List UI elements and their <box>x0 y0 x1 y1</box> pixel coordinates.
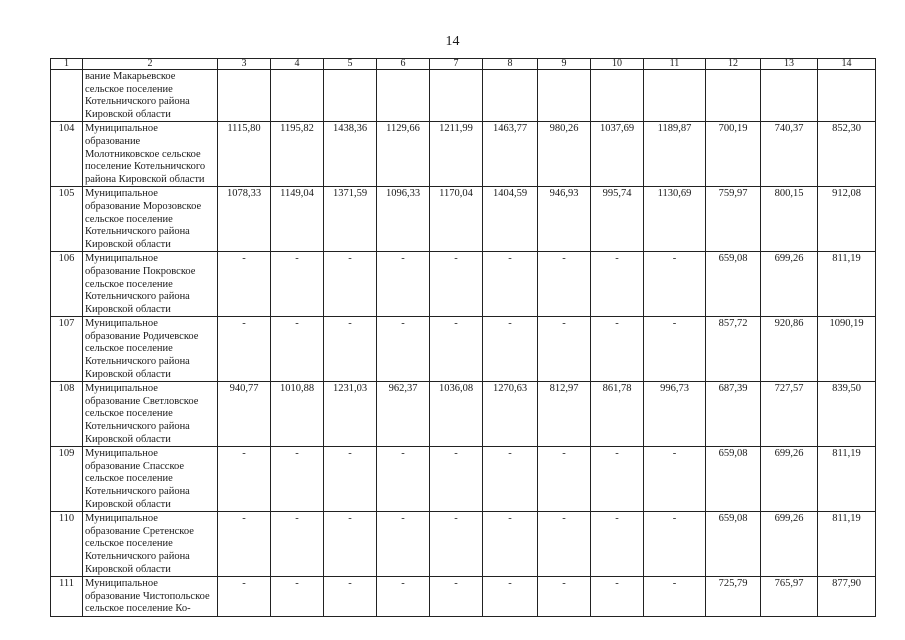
page-number: 14 <box>445 34 460 49</box>
value-cell-col-13: 800,15 <box>761 187 818 252</box>
value-cell-col-3: 1115,80 <box>218 122 271 187</box>
value-cell-col-8: - <box>483 252 538 317</box>
value-cell-col-14: 1090,19 <box>818 317 876 382</box>
value-cell-col-7: 1170,04 <box>430 187 483 252</box>
table-row <box>51 447 876 512</box>
value-cell-col-6: 962,37 <box>377 382 430 447</box>
column-header-14: 14 <box>818 59 876 70</box>
value-cell-col-13 <box>761 70 818 122</box>
row-number: 107 <box>51 317 83 382</box>
value-cell-col-7 <box>430 70 483 122</box>
value-cell-col-3: - <box>218 447 271 512</box>
value-cell-col-12: 700,19 <box>706 122 761 187</box>
value-cell-col-12: 659,08 <box>706 252 761 317</box>
value-cell-col-11: 996,73 <box>644 382 706 447</box>
value-cell-col-11: - <box>644 252 706 317</box>
value-cell-col-10 <box>591 70 644 122</box>
table-row <box>51 252 876 317</box>
table-row <box>51 512 876 577</box>
value-cell-col-13: 699,26 <box>761 447 818 512</box>
value-cell-col-3: - <box>218 512 271 577</box>
value-cell-col-10: - <box>591 317 644 382</box>
municipality-name: Муниципальное образование Родичевское сельское поселение Котельничского района Кировской области <box>83 317 218 382</box>
value-cell-col-5: 1438,36 <box>324 122 377 187</box>
table-row <box>51 317 876 382</box>
value-cell-col-8: 1404,59 <box>483 187 538 252</box>
value-cell-col-3 <box>218 70 271 122</box>
value-cell-col-4: 1149,04 <box>271 187 324 252</box>
value-cell-col-7: - <box>430 252 483 317</box>
value-cell-col-10: - <box>591 577 644 617</box>
value-cell-col-12: 659,08 <box>706 447 761 512</box>
value-cell-col-10: 1037,69 <box>591 122 644 187</box>
value-cell-col-5: - <box>324 252 377 317</box>
value-cell-col-12: 725,79 <box>706 577 761 617</box>
column-header-13: 13 <box>761 59 818 70</box>
value-cell-col-6 <box>377 70 430 122</box>
value-cell-col-6: - <box>377 252 430 317</box>
column-header-5: 5 <box>324 59 377 70</box>
value-cell-col-3: 1078,33 <box>218 187 271 252</box>
value-cell-col-4: - <box>271 577 324 617</box>
value-cell-col-4: - <box>271 512 324 577</box>
value-cell-col-10: 995,74 <box>591 187 644 252</box>
value-cell-col-4: 1010,88 <box>271 382 324 447</box>
value-cell-col-13: 699,26 <box>761 512 818 577</box>
value-cell-col-8: - <box>483 577 538 617</box>
value-cell-col-14: 811,19 <box>818 447 876 512</box>
value-cell-col-11: - <box>644 317 706 382</box>
value-cell-col-10: - <box>591 252 644 317</box>
table-row <box>51 382 876 447</box>
municipality-name: вание Макарьевское сельское поселение Котельничского района Кировской области <box>83 70 218 122</box>
value-cell-col-11: - <box>644 577 706 617</box>
value-cell-col-13: 765,97 <box>761 577 818 617</box>
column-header-7: 7 <box>430 59 483 70</box>
header-row <box>51 59 876 70</box>
value-cell-col-9: 812,97 <box>538 382 591 447</box>
value-cell-col-3: 940,77 <box>218 382 271 447</box>
value-cell-col-9: - <box>538 252 591 317</box>
table-row <box>51 70 876 122</box>
value-cell-col-3: - <box>218 577 271 617</box>
value-cell-col-13: 727,57 <box>761 382 818 447</box>
value-cell-col-10: - <box>591 447 644 512</box>
value-cell-col-9: - <box>538 317 591 382</box>
value-cell-col-5: - <box>324 317 377 382</box>
value-cell-col-5: 1231,03 <box>324 382 377 447</box>
column-header-12: 12 <box>706 59 761 70</box>
row-number <box>51 70 83 122</box>
value-cell-col-7: - <box>430 317 483 382</box>
municipality-name: Муниципальное образование Чистопольское сельское поселение Ко- <box>83 577 218 617</box>
value-cell-col-11: 1130,69 <box>644 187 706 252</box>
row-number: 108 <box>51 382 83 447</box>
value-cell-col-13: 740,37 <box>761 122 818 187</box>
municipality-name: Муниципальное образование Спасское сельское поселение Котельничского района Кировской области <box>83 447 218 512</box>
value-cell-col-8: - <box>483 317 538 382</box>
value-cell-col-12: 857,72 <box>706 317 761 382</box>
value-cell-col-11: - <box>644 512 706 577</box>
value-cell-col-14: 811,19 <box>818 252 876 317</box>
row-number: 105 <box>51 187 83 252</box>
municipality-name: Муниципальное образование Молотниковское сельское поселение Котельничского района Кировской области <box>83 122 218 187</box>
table-row <box>51 122 876 187</box>
column-header-1: 1 <box>51 59 83 70</box>
value-cell-col-4: - <box>271 317 324 382</box>
row-number: 104 <box>51 122 83 187</box>
value-cell-col-4 <box>271 70 324 122</box>
value-cell-col-6: - <box>377 577 430 617</box>
value-cell-col-9: - <box>538 577 591 617</box>
value-cell-col-4: - <box>271 252 324 317</box>
value-cell-col-8: - <box>483 512 538 577</box>
value-cell-col-9: 980,26 <box>538 122 591 187</box>
table-body <box>51 70 876 617</box>
column-header-10: 10 <box>591 59 644 70</box>
municipality-name: Муниципальное образование Сретенское сельское поселение Котельничского района Кировской области <box>83 512 218 577</box>
column-header-9: 9 <box>538 59 591 70</box>
value-cell-col-7: 1211,99 <box>430 122 483 187</box>
table-row <box>51 577 876 617</box>
value-cell-col-6: 1096,33 <box>377 187 430 252</box>
value-cell-col-14 <box>818 70 876 122</box>
value-cell-col-14: 811,19 <box>818 512 876 577</box>
municipality-name: Муниципальное образование Морозовское сельское поселение Котельничского района Кировской области <box>83 187 218 252</box>
value-cell-col-12: 759,97 <box>706 187 761 252</box>
column-header-2: 2 <box>83 59 218 70</box>
value-cell-col-5: 1371,59 <box>324 187 377 252</box>
value-cell-col-5 <box>324 70 377 122</box>
value-cell-col-10: 861,78 <box>591 382 644 447</box>
value-cell-col-9: - <box>538 512 591 577</box>
value-cell-col-10: - <box>591 512 644 577</box>
value-cell-col-5: - <box>324 447 377 512</box>
row-number: 111 <box>51 577 83 617</box>
value-cell-col-9 <box>538 70 591 122</box>
value-cell-col-6: - <box>377 317 430 382</box>
value-cell-col-3: - <box>218 252 271 317</box>
value-cell-col-13: 920,86 <box>761 317 818 382</box>
value-cell-col-12: 687,39 <box>706 382 761 447</box>
value-cell-col-3: - <box>218 317 271 382</box>
column-header-8: 8 <box>483 59 538 70</box>
row-number: 110 <box>51 512 83 577</box>
row-number: 109 <box>51 447 83 512</box>
value-cell-col-11: 1189,87 <box>644 122 706 187</box>
value-cell-col-11 <box>644 70 706 122</box>
column-header-11: 11 <box>644 59 706 70</box>
column-header-3: 3 <box>218 59 271 70</box>
value-cell-col-8: 1270,63 <box>483 382 538 447</box>
value-cell-col-4: - <box>271 447 324 512</box>
value-cell-col-5: - <box>324 577 377 617</box>
value-cell-col-6: 1129,66 <box>377 122 430 187</box>
value-cell-col-6: - <box>377 447 430 512</box>
value-cell-col-7: - <box>430 447 483 512</box>
value-cell-col-9: 946,93 <box>538 187 591 252</box>
tariff-table <box>50 58 876 617</box>
value-cell-col-14: 839,50 <box>818 382 876 447</box>
value-cell-col-5: - <box>324 512 377 577</box>
column-header-4: 4 <box>271 59 324 70</box>
column-header-6: 6 <box>377 59 430 70</box>
value-cell-col-8 <box>483 70 538 122</box>
value-cell-col-14: 877,90 <box>818 577 876 617</box>
value-cell-col-8: 1463,77 <box>483 122 538 187</box>
value-cell-col-9: - <box>538 447 591 512</box>
value-cell-col-14: 912,08 <box>818 187 876 252</box>
value-cell-col-7: - <box>430 512 483 577</box>
value-cell-col-7: - <box>430 577 483 617</box>
value-cell-col-7: 1036,08 <box>430 382 483 447</box>
value-cell-col-8: - <box>483 447 538 512</box>
value-cell-col-12 <box>706 70 761 122</box>
municipality-name: Муниципальное образование Светловское сельское поселение Котельничского района Кировской области <box>83 382 218 447</box>
value-cell-col-11: - <box>644 447 706 512</box>
table-row <box>51 187 876 252</box>
municipality-name: Муниципальное образование Покровское сельское поселение Котельничского района Кировской области <box>83 252 218 317</box>
value-cell-col-14: 852,30 <box>818 122 876 187</box>
value-cell-col-13: 699,26 <box>761 252 818 317</box>
value-cell-col-12: 659,08 <box>706 512 761 577</box>
row-number: 106 <box>51 252 83 317</box>
value-cell-col-4: 1195,82 <box>271 122 324 187</box>
value-cell-col-6: - <box>377 512 430 577</box>
